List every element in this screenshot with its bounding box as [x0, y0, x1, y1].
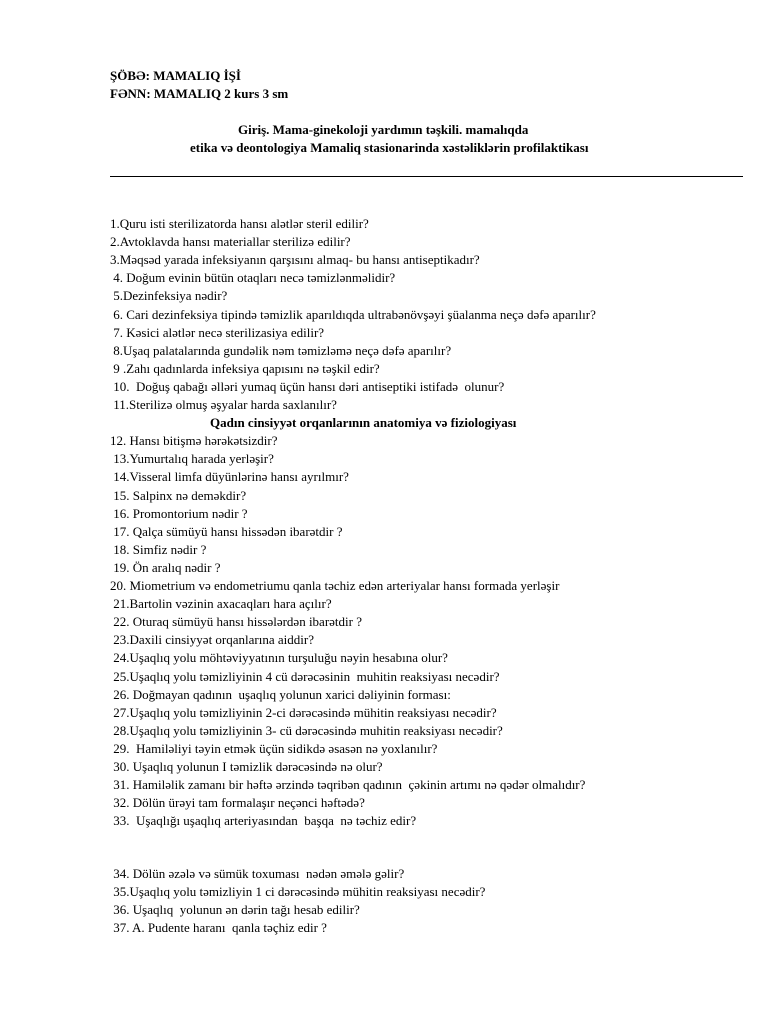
question-item: 22. Oturaq sümüyü hansı hissələrdən ibarətdir ?	[110, 614, 362, 630]
question-item: 8.Uşaq palatalarında gundəlik nəm təmizləmə neçə dəfə aparılır?	[110, 342, 452, 358]
question-item: 18. Simfiz nədir ?	[110, 541, 207, 557]
question-item: 3.Məqsəd yarada infeksiyanın qarşısını almaq- bu hansı antiseptikadır?	[110, 252, 480, 268]
question-item: 10. Doğuş qabağı əlləri yumaq üçün hansı dəri antiseptiki istifadə olunur?	[110, 378, 505, 394]
horizontal-rule	[110, 176, 743, 177]
topic-title-line-2: etika və deontologiya Mamaliq stasionarinda xəstəliklərin profilaktikası	[190, 140, 589, 155]
question-item: 33. Uşaqlığı uşaqlıq arteriyasından başqa nə təchiz edir?	[110, 813, 417, 829]
department-heading: ŞÖBƏ: MAMALIQ İŞİ	[110, 68, 241, 83]
question-item: 35.Uşaqlıq yolu təmizliyin 1 ci dərəcəsində mühitin reaksiyası necədir?	[110, 883, 486, 899]
question-item: 29. Hamiləliyi təyin etmək üçün sidikdə əsasən nə yoxlanılır?	[110, 740, 438, 756]
question-item: 27.Uşaqlıq yolu təmizliyinin 2-ci dərəcəsində mühitin reaksiyası necədir?	[110, 704, 497, 720]
question-item: 15. Salpinx nə deməkdir?	[110, 487, 247, 503]
question-item: 9 .Zahı qadınlarda infeksiya qapısını nə təşkil edir?	[110, 360, 380, 376]
question-item: 5.Dezinfeksiya nədir?	[110, 288, 228, 304]
question-item: 21.Bartolin vəzinin axacaqları hara açılır?	[110, 596, 332, 612]
question-item: 28.Uşaqlıq yolu təmizliyinin 3- cü dərəcəsində muhitin reaksiyası necədir?	[110, 722, 503, 738]
question-item: 17. Qalça sümüyü hansı hissədən ibarətdir ?	[110, 523, 343, 539]
question-item: 32. Dölün ürəyi tam formalaşır neçənci həftədə?	[110, 795, 365, 811]
question-item: 2.Avtoklavda hansı materiallar sterilizə edilir?	[110, 234, 351, 250]
question-item: 13.Yumurtalıq harada yerləşir?	[110, 451, 274, 467]
question-item: 30. Uşaqlıq yolunun I təmizlik dərəcəsində nə olur?	[110, 759, 383, 774]
question-item: 19. Ön aralıq nədir ?	[110, 559, 221, 575]
subject-heading: FƏNN: MAMALIQ 2 kurs 3 sm	[110, 86, 289, 101]
question-item: 20. Miometrium və endometriumu qanla təchiz edən arteriyalar hansı formada yerləşir	[110, 578, 560, 593]
question-item: 31. Hamiləlik zamanı bir həftə ərzində təqribən qadının çəkinin artımı nə qədər olmalıdır?	[110, 777, 586, 793]
question-item: 11.Sterilizə olmuş əşyalar harda saxlanılır?	[110, 397, 337, 412]
question-item: 7. Kəsici alətlər necə sterilizasiya edilir?	[110, 324, 325, 340]
question-item: 4. Doğum evinin bütün otaqları necə təmizlənməlidir?	[110, 270, 396, 286]
topic-title-line-1: Giriş. Mama-ginekoloji yardımın təşkili. mamalıqda	[238, 122, 529, 137]
section-heading: Qadın cinsiyyət orqanlarının anatomiya və fiziologiyası	[210, 415, 517, 431]
question-item: 6. Cari dezinfeksiya tipində təmizlik aparıldıqda ultrabənövşəyi şüalanma neçə dəfə aparılır?	[110, 306, 596, 322]
question-item: 12. Hansı bitişmə hərəkətsizdir?	[110, 433, 278, 449]
question-item: 24.Uşaqlıq yolu möhtəviyyatının turşuluğu nəyin hesabına olur?	[110, 650, 448, 666]
question-item: 14.Visseral limfa düyünlərinə hansı ayrılmır?	[110, 469, 349, 485]
question-item: 34. Dölün əzələ və sümük toxuması nədən əmələ gəlir?	[110, 865, 405, 881]
question-item: 25.Uşaqlıq yolu təmizliyinin 4 cü dərəcəsinin muhitin reaksiyası necədir?	[110, 668, 500, 684]
question-item: 23.Daxili cinsiyyət orqanlarına aiddir?	[110, 632, 314, 648]
question-item: 37. A. Pudente haranı qanla təçhiz edir ?	[110, 920, 327, 936]
question-item: 26. Doğmayan qadının uşaqlıq yolunun xarici dəliyinin forması:	[110, 686, 451, 702]
question-item: 36. Uşaqlıq yolunun ən dərin tağı hesab edilir?	[110, 901, 360, 917]
question-item: 1.Quru isti sterilizatorda hansı alətlər steril edilir?	[110, 216, 369, 231]
question-item: 16. Promontorium nədir ?	[110, 505, 248, 521]
